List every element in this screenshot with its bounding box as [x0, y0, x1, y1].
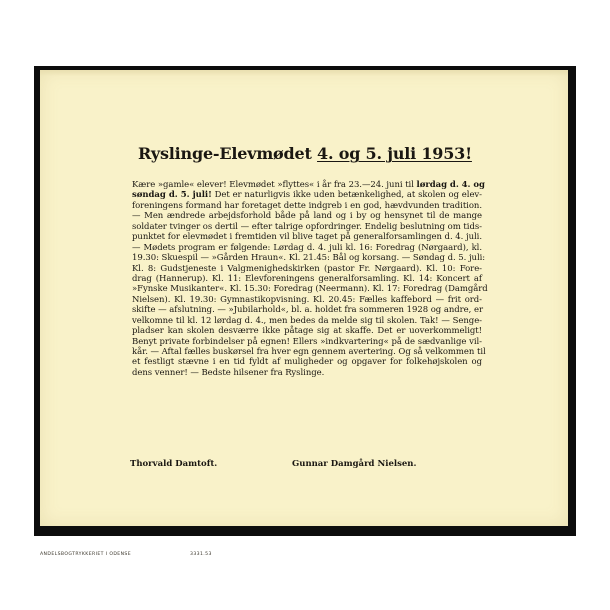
body-line [132, 368, 482, 378]
body-line [132, 264, 482, 274]
body-text [132, 180, 488, 378]
body-line-bold: lørdag d. 4. og [416, 180, 485, 190]
body-line-text: Benyt private forbindelser på egnen! Ellers »indkvartering« på de sædvanlige vil- [132, 336, 482, 347]
body-line-text: drag (Hannerup). Kl. 11: Elevforeningens generalforsamling. Kl. 14: Koncert af [132, 273, 482, 284]
body-line [132, 180, 485, 190]
body-line [132, 190, 482, 200]
body-line-text: kår. — Aftal fælles buskørsel fra hver egn gennem avertering. Og så velkommen til [132, 347, 486, 357]
body-line [132, 274, 482, 284]
body-line [132, 305, 482, 315]
body-line-text: pladser kan skolen desværre ikke påtage sig at skaffe. Det er uoverkommeligt! [132, 326, 482, 337]
body-line-text: et festligt stævne i en tid fyldt af muligheder og opgaver for folkehøjskolen og [132, 357, 482, 368]
body-line-text: velkomne til kl. 12 lørdag d. 4., men bedes da melde sig til skolen. Tak! — Senge- [132, 315, 482, 326]
body-line [132, 357, 482, 367]
body-line-text: punktet for elevmødet i fremtiden vil blive taget på generalforsamlingen d. 4. juli. [132, 232, 482, 243]
body-line [132, 243, 482, 253]
body-line-text: 19.30: Skuespil — »Gården Hraun«. Kl. 21.45: Bål og korsang. — Søndag d. 5. juli: [132, 253, 486, 264]
body-line [132, 211, 482, 221]
body-line [132, 222, 482, 232]
body-line-text: Kl. 8: Gudstjeneste i Valgmenighedskirken (pastor Fr. Nørgaard). Kl. 10: Fore- [132, 263, 482, 274]
body-line-text: — Mødets program er følgende: Lørdag d. 4. juli kl. 16: Foredrag (Nørgaard), kl. [132, 242, 482, 253]
body-line-text: Kære »gamle« elever! Elevmødet »flyttes« i år fra 23.—24. juni til [132, 180, 417, 190]
body-line-text: — Men ændrede arbejdsforhold både på land og i by og hensynet til de mange [132, 211, 482, 222]
printed-card [40, 70, 568, 557]
body-line-text: dens venner! — Bedste hilsener fra Ryslinge. [132, 367, 325, 378]
body-line [132, 326, 482, 336]
body-line-bold: søndag d. 5. juli! [132, 190, 212, 201]
body-line-text: »Fynske Musikanter«. Kl. 15.30: Foredrag (Neermann). Kl. 17: Foredrag (Damgård [132, 284, 488, 295]
body-line-text: Nielsen). Kl. 19.30: Gymnastikopvisning. Kl. 20.45: Fælles kaffebord — frit ord- [132, 294, 482, 305]
body-line [132, 347, 486, 357]
body-line [132, 253, 486, 264]
body-line [132, 201, 482, 211]
signature-left: Thorvald Damtoft. [130, 459, 218, 469]
print-code: 3331.53 [190, 552, 212, 557]
body-line [132, 284, 488, 295]
body-line [132, 295, 482, 305]
title-date: 4. og 5. juli 1953! [317, 144, 472, 163]
body-line [132, 316, 482, 326]
body-line [132, 337, 482, 347]
title-text: Ryslinge-Elevmødet [138, 144, 318, 163]
card-top-shadow [40, 70, 568, 76]
card-title [130, 144, 480, 163]
body-line-text: soldater tvinger os dertil — efter talrige opfordringer. Endelig beslutning om tids- [132, 221, 482, 232]
printer-imprint: ANDELSBOGTRYKKERIET I ODENSE [40, 552, 132, 557]
body-line [132, 232, 482, 242]
body-line-text: skifte — afslutning. — »Jubilarhold«, bl. a. holdet fra sommeren 1928 og andre, er [132, 305, 483, 316]
signature-right: Gunnar Damgård Nielsen. [292, 459, 417, 469]
body-line-text: Det er naturligvis ikke uden betænkelighed, at skolen og elev- [211, 190, 483, 201]
body-line-text: foreningens formand har foretaget dette indgreb i en god, hævdvunden tradition. [132, 200, 482, 211]
